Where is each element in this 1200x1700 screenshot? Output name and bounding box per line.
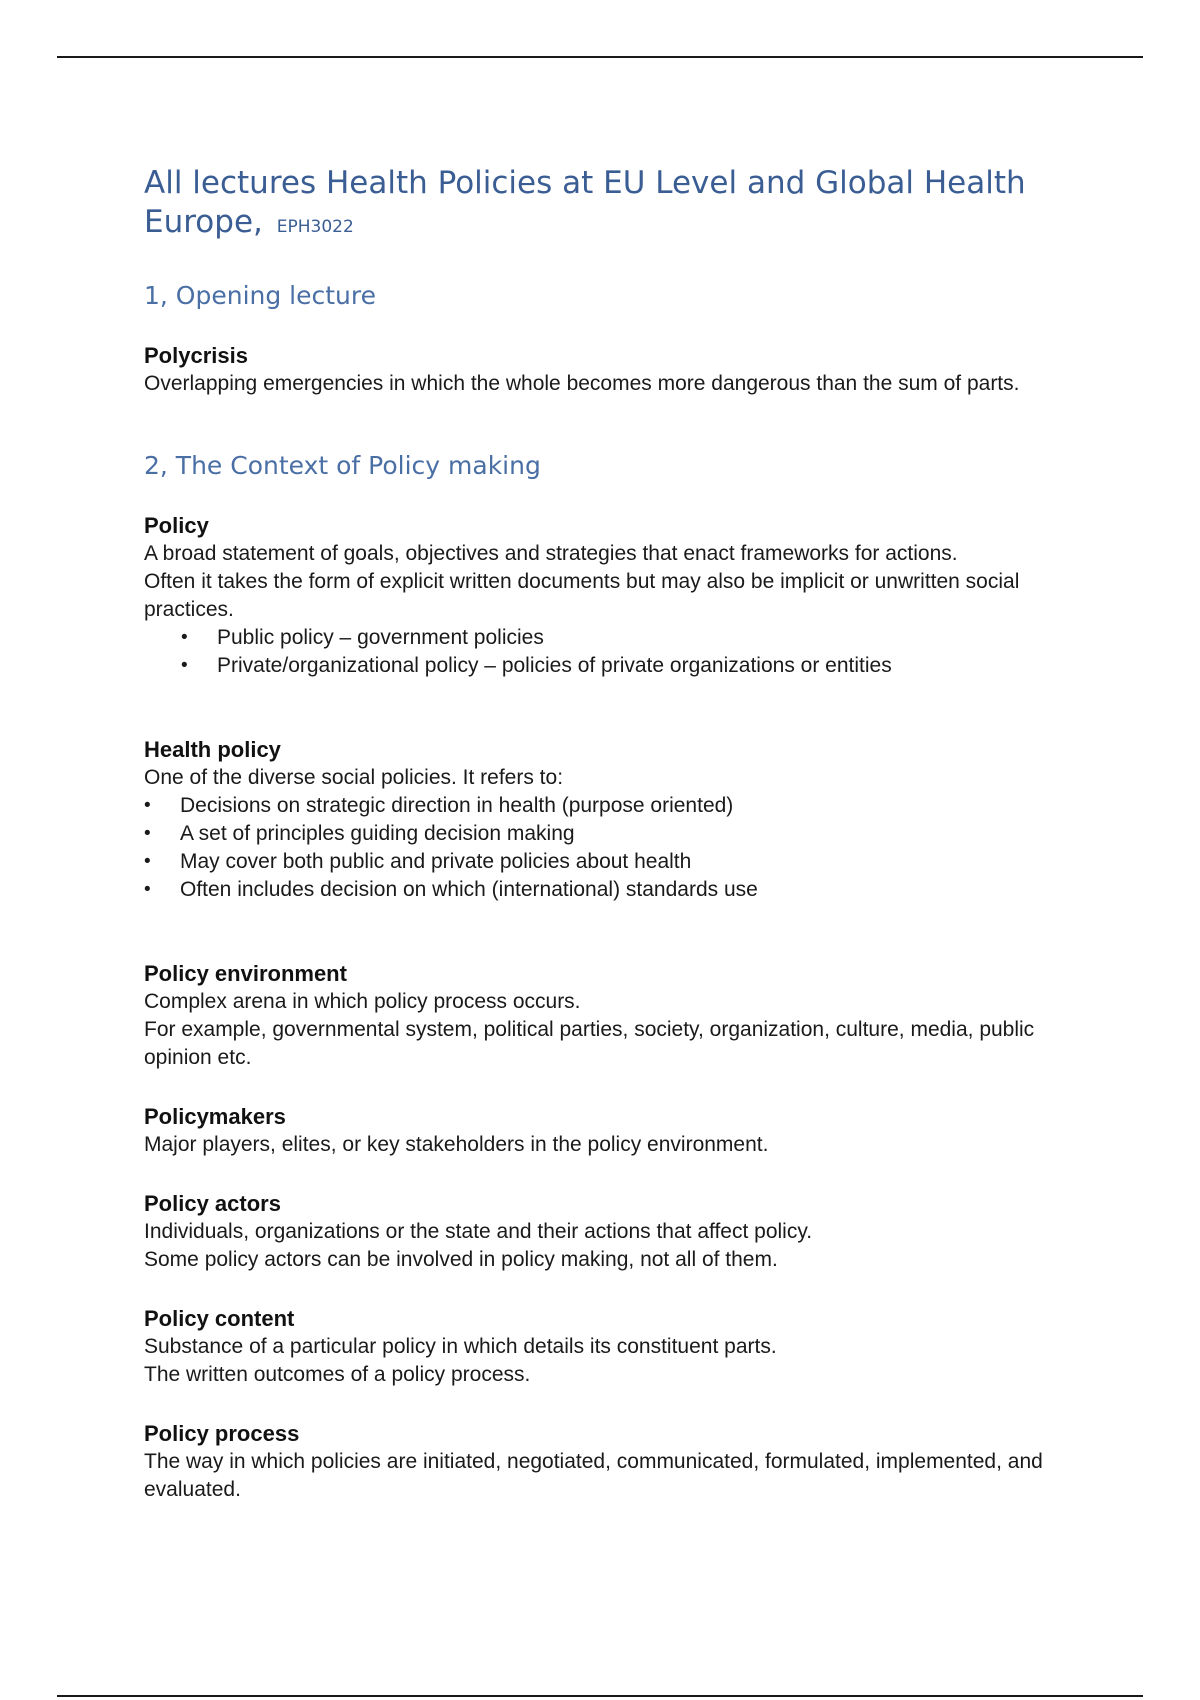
- list-item-text: Public policy – government policies: [217, 626, 544, 649]
- term-polycrisis: Polycrisis: [144, 343, 248, 368]
- health-policy-list: [144, 792, 1064, 904]
- section-heading-context-of-policy-making: 2, The Context of Policy making: [144, 451, 541, 480]
- list-item: [144, 876, 1064, 904]
- header-rule: [57, 56, 1143, 58]
- list-item: [144, 820, 1064, 848]
- definition-policy-line-1: A broad statement of goals, objectives and strategies that enact frameworks for actions.: [144, 542, 958, 565]
- definition-policy-content-line-2: The written outcomes of a policy process.: [144, 1363, 531, 1386]
- term-policy-process: Policy process: [144, 1421, 300, 1446]
- definition-policy-line-2: Often it takes the form of explicit written documents but may also be implicit or unwritten social practices.: [144, 570, 1020, 621]
- bullet-icon: •: [144, 851, 151, 872]
- term-policy-content: Policy content: [144, 1306, 295, 1331]
- footer-rule: [57, 1695, 1143, 1697]
- section-heading-opening-lecture: 1, Opening lecture: [144, 281, 377, 310]
- definition-policy-environment-line-2: For example, governmental system, political parties, society, organization, culture, media, public opinion etc.: [144, 1018, 1035, 1069]
- term-policy-actors: Policy actors: [144, 1191, 281, 1216]
- document-title: [144, 164, 1064, 247]
- definition-polycrisis: Overlapping emergencies in which the whole becomes more dangerous than the sum of parts.: [144, 372, 1020, 395]
- list-item-text: Private/organizational policy – policies of private organizations or entities: [217, 654, 892, 677]
- term-policy-environment: Policy environment: [144, 961, 347, 986]
- definition-health-policy: One of the diverse social policies. It refers to:: [144, 766, 564, 789]
- definition-policy-process: The way in which policies are initiated, negotiated, communicated, formulated, implemented, and evaluated.: [144, 1450, 1043, 1501]
- course-code: EPH3022: [276, 217, 354, 237]
- term-policy: Policy: [144, 513, 209, 538]
- definition-policy-actors-line-1: Individuals, organizations or the state and their actions that affect policy.: [144, 1220, 813, 1243]
- list-item: [144, 848, 1064, 876]
- bullet-icon: •: [144, 823, 151, 844]
- bullet-icon: •: [144, 879, 151, 900]
- list-item: [144, 624, 1064, 652]
- bullet-icon: •: [181, 655, 188, 676]
- definition-policymakers: Major players, elites, or key stakeholders in the policy environment.: [144, 1133, 769, 1156]
- list-item-text: May cover both public and private policies about health: [180, 850, 692, 873]
- bullet-icon: •: [181, 627, 188, 648]
- policy-types-list: [144, 624, 1064, 680]
- definition-policy-environment-line-1: Complex arena in which policy process occurs.: [144, 990, 581, 1013]
- list-item: [144, 792, 1064, 820]
- list-item-text: A set of principles guiding decision making: [180, 822, 575, 845]
- term-health-policy: Health policy: [144, 737, 281, 762]
- term-policymakers: Policymakers: [144, 1104, 286, 1129]
- bullet-icon: •: [144, 795, 151, 816]
- document-body: [144, 164, 1064, 1504]
- list-item: [144, 652, 1064, 680]
- list-item-text: Decisions on strategic direction in health (purpose oriented): [180, 794, 734, 817]
- definition-policy-actors-line-2: Some policy actors can be involved in policy making, not all of them.: [144, 1248, 778, 1271]
- definition-policy-content-line-1: Substance of a particular policy in which details its constituent parts.: [144, 1335, 777, 1358]
- document-title-text: All lectures Health Policies at EU Level and Global Health Europe,: [144, 165, 1026, 240]
- list-item-text: Often includes decision on which (international) standards use: [180, 878, 758, 901]
